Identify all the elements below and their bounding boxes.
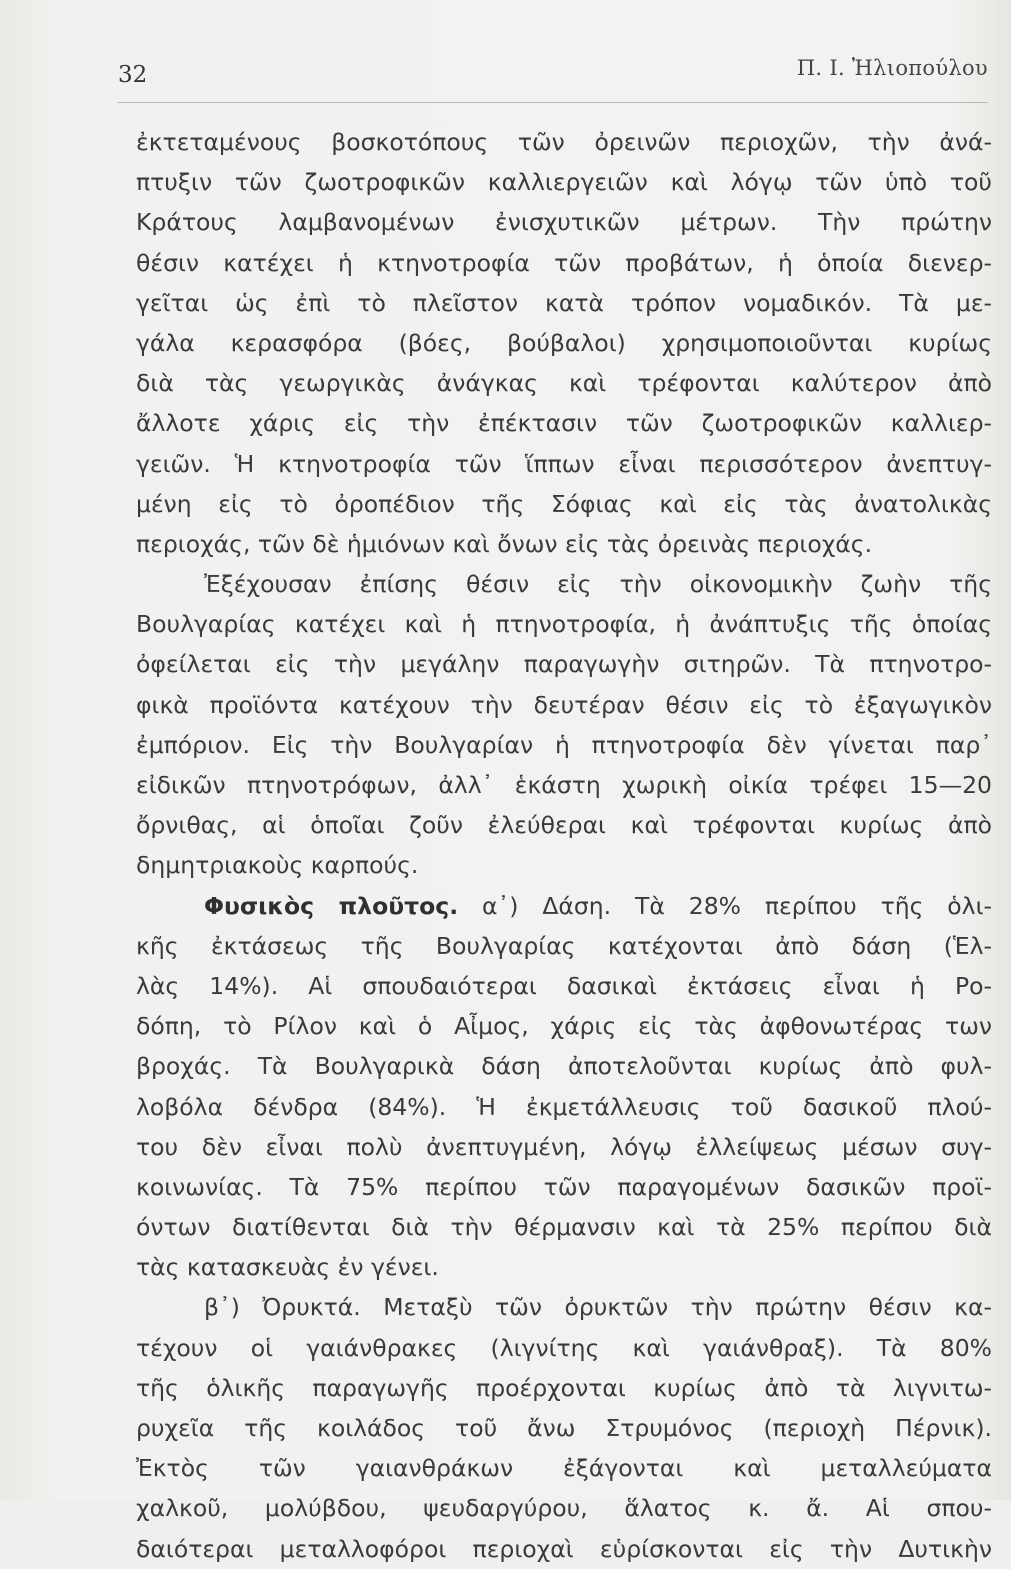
- text-line: χαλκοῦ, μολύβδου, ψευδαργύρου, ἅλατος κ. ἄ. Αἱ σπου-: [136, 1494, 992, 1523]
- text-line: όντων διατίθενται διὰ τὴν θέρμανσιν καὶ τὰ 25% περίπου διὰ: [136, 1213, 992, 1242]
- text-line: κοινωνίας. Τὰ 75% περίπου τῶν παραγομένων δασικῶν προϊ-: [136, 1172, 992, 1201]
- text-line: τὰς κατασκευὰς ἐν γένει.: [136, 1253, 439, 1282]
- section-heading-line: [136, 886, 992, 926]
- running-head: Π. Ι. Ἠλιοπούλου: [796, 56, 988, 80]
- text-line: Βουλγαρίας κατέχει καὶ ἡ πτηνοτροφία, ἡ ἀνάπτυξις τῆς ὁποίας: [136, 610, 992, 639]
- text-line: ρυχεῖα τῆς κοιλάδος τοῦ ἄνω Στρυμόνος (περιοχὴ Πέρνικ).: [136, 1414, 992, 1442]
- text-line: γάλα κερασφόρα (βόες, βούβαλοι) χρησιμοποιοῦνται κυρίως: [136, 328, 992, 357]
- text-line: φικὰ προϊόντα κατέχουν τὴν δευτέραν θέσιν εἰς τὸ ἐξαγωγικὸν: [136, 690, 992, 719]
- text-line: τέχουν οἱ γαιάνθρακες (λιγνίτης καὶ γαιάνθραξ). Τὰ 80%: [136, 1333, 992, 1362]
- text-line: πτυξιν τῶν ζωοτροφικῶν καλλιεργειῶν καὶ λόγῳ τῶν ὑπὸ τοῦ: [136, 168, 992, 197]
- text-line: δόπη, τὸ Ρίλον καὶ ὁ Αἶμος, χάρις εἰς τὰς ἀφθονωτέρας των: [136, 1012, 992, 1041]
- text-line: μένη εἰς τὸ ὀροπέδιον τῆς Σόφιας καὶ εἰς τὰς ἀνατολικὰς: [136, 489, 992, 518]
- section-heading: Φυσικὸς πλοῦτος.: [204, 891, 459, 920]
- text-line: περιοχάς, τῶν δὲ ἡμιόνων καὶ ὄνων εἰς τὰς ὀρεινὰς περιοχάς.: [136, 529, 873, 558]
- body-text: [136, 122, 992, 1569]
- text-line: γειῶν. Ἡ κτηνοτροφία τῶν ἵππων εἶναι περισσότερον ἀνεπτυγ-: [136, 449, 992, 478]
- page-number: 32: [118, 62, 148, 88]
- text-line: Κράτους λαμβανομένων ἐνισχυτικῶν μέτρων. Τὴν πρώτην: [136, 208, 992, 237]
- text-line: ὀφείλεται εἰς τὴν μεγάλην παραγωγὴν σιτηρῶν. Τὰ πτηνοτρο-: [136, 650, 992, 679]
- text-line: Ἐξέχουσαν ἐπίσης θέσιν εἰς τὴν οἰκονομικὴν ζωὴν τῆς: [204, 570, 992, 599]
- text-line: Ἐκτὸς τῶν γαιανθράκων ἐξάγονται καὶ μεταλλεύματα: [136, 1454, 992, 1483]
- text-line: ὄρνιθας, αἱ ὁποῖαι ζοῦν ἐλεύθεραι καὶ τρέφονται κυρίως ἀπὸ: [136, 811, 992, 840]
- text-line: εἰδικῶν πτηνοτρόφων, ἀλλ᾽ ἑκάστη χωρικὴ οἰκία τρέφει 15—20: [136, 771, 992, 799]
- text-line: ἄλλοτε χάρις εἰς τὴν ἐπέκτασιν τῶν ζωοτροφικῶν καλλιερ-: [136, 409, 992, 438]
- header-rule: [118, 102, 988, 103]
- text-line: γεῖται ὡς ἐπὶ τὸ πλεῖστον κατὰ τρόπον νομαδικόν. Τὰ με-: [136, 288, 992, 317]
- text-line: κῆς ἐκτάσεως τῆς Βουλγαρίας κατέχονται ἀπὸ δάση (Ἑλ-: [136, 931, 992, 960]
- section-heading-rest: α᾽) Δάση. Τὰ 28% περίπου τῆς ὁλι-: [482, 891, 992, 920]
- text-line: τῆς ὁλικῆς παραγωγῆς προέρχονται κυρίως ἀπὸ τὰ λιγνιτω-: [136, 1373, 992, 1402]
- text-line: λοβόλα δένδρα (84%). Ἡ ἐκμετάλλευσις τοῦ δασικοῦ πλού-: [136, 1092, 992, 1121]
- text-line: β᾽) Ὀρυκτά. Μεταξὺ τῶν ὀρυκτῶν τὴν πρώτην θέσιν κα-: [204, 1293, 992, 1322]
- text-line: δημητριακοὺς καρπούς.: [136, 851, 419, 880]
- text-line: βροχάς. Τὰ Βουλγαρικὰ δάση ἀποτελοῦνται κυρίως ἀπὸ φυλ-: [136, 1052, 992, 1081]
- text-line: λὰς 14%). Αἱ σπουδαιότεραι δασικαὶ ἐκτάσεις εἶναι ἡ Ρο-: [136, 971, 992, 1000]
- text-line: ἐκτεταμένους βοσκοτόπους τῶν ὀρεινῶν περιοχῶν, τὴν ἀνά-: [136, 128, 992, 156]
- text-line: διὰ τὰς γεωργικὰς ἀνάγκας καὶ τρέφονται καλύτερον ἀπὸ: [136, 369, 992, 398]
- text-line: θέσιν κατέχει ἡ κτηνοτροφία τῶν προβάτων, ἡ ὁποία διενερ-: [136, 248, 992, 277]
- text-line: του δὲν εἶναι πολὺ ἀνεπτυγμένη, λόγῳ ἐλλείψεως μέσων συγ-: [136, 1132, 992, 1161]
- text-line: δαιότεραι μεταλλοφόροι περιοχαὶ εὑρίσκονται εἰς τὴν Δυτικὴν: [136, 1534, 992, 1563]
- page-header: [118, 56, 988, 96]
- text-line: ἐμπόριον. Εἰς τὴν Βουλγαρίαν ἡ πτηνοτροφία δὲν γίνεται παρ᾽: [136, 730, 992, 759]
